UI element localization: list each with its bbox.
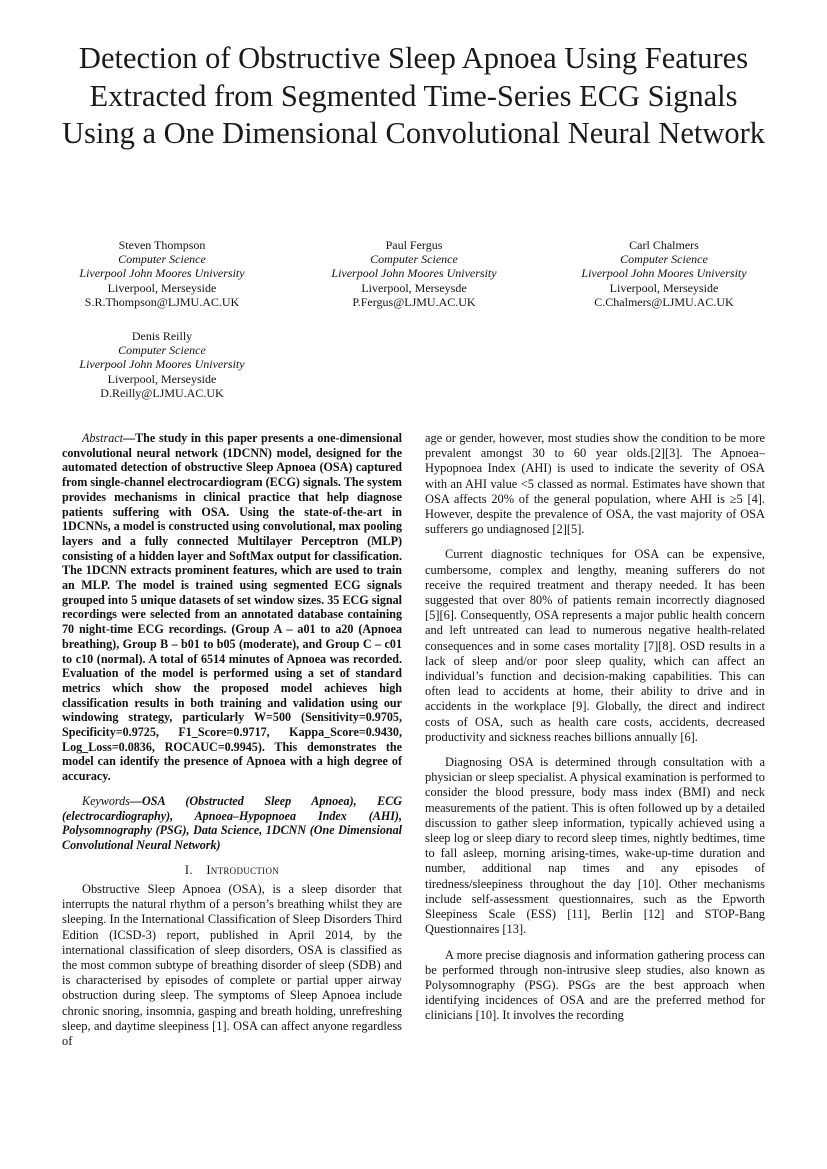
author-department: Computer Science xyxy=(620,252,708,267)
author-organization: Liverpool John Moores University xyxy=(79,266,245,281)
abstract-text: —The study in this paper presents a one-dimensional convolutional neural network (1DCNN) model, designed for the automated detection of obstructive Sleep Apnoea (OSA) captured from single-channel electrocardiogram (ECG) signals. The system provides mechanisms in clinical practice that help diagnose patients suffering with OSA. Using the state-of-the-art in 1DCNNs, a model is constructed using convolutional, max pooling layers and a fully connected Multilayer Perceptron (MLP) consisting of a hidden layer and SoftMax output for classification. The 1DCNN extracts prominent features, which are used to train an MLP. The model is trained using segmented ECG signals grouped into 5 unique datasets of set window sizes. 35 ECG signal recordings were selected from an annotated database containing 70 night-time ECG recordings. (Group A – a01 to a20 (Apnoea breathing), Group B – b01 to b05 (moderate), and Group C – c01 to c10 (normal). A total of 6514 minutes of Apnoea was recorded. Evaluation of the model is performed using a set of standard metrics which show the proposed model achieves high classification results in both training and validation using our windowing strategy, particularly W=500 (Sensitivity=0.9705, Specificity=0.9725, F1_Score=0.9717, Kappa_Score=0.9430, Log_Loss=0.0836, ROCAUC=0.9945). This demonstrates the model can identify the presence of Apnoea with a high degree of accuracy. xyxy=(62,431,403,784)
author-location: Liverpool, Merseyside xyxy=(609,280,719,295)
body-paragraph: Diagnosing OSA is determined through consultation with a physician or sleep specialist. A physical examination is performed to consider the blood pressure, body mass index (BMI) and neck measurements of the patient. This is often followed up by a detailed discussion to gather sleep information, typically achieved using a sleep log or sleep diary to record sleep times, nightly bedtimes, time to fall asleep, morning arising-times, wake-up-time duration and number, additional nap times and any episodes of tiredness/sleepiness throughout the day [10]. Other mechanisms include self-assessment questionnaires, such as the Epworth Sleepiness Scale (ESS) [11], Berlin [12] and STOP-Bang Questionnaires [13]. xyxy=(425,755,765,937)
abstract-label: Abstract xyxy=(82,431,123,445)
author-block-3 xyxy=(539,238,789,309)
section-heading xyxy=(62,863,402,878)
author-email: P.Fergus@LJMU.AC.UK xyxy=(352,294,476,309)
author-name: Denis Reilly xyxy=(131,329,193,343)
author-name: Carl Chalmers xyxy=(629,238,699,252)
keywords-label: Keywords xyxy=(82,793,130,808)
author-department: Computer Science xyxy=(370,252,458,267)
body-paragraph: Current diagnostic techniques for OSA can be expensive, cumbersome, complex and lengthy, meaning sufferers do not receive the required treatment and therapy needed. It has been suggested that over 80% of patients remain incorrectly diagnosed [5][6]. Consequently, OSA represents a major public health concern and left untreated can lead to numerous negative health-related consequences and in some cases mortality [7][8]. OSD results in a lack of sleep and/or poor sleep quality, which can affect an individual’s function and decision-making capabilities. This can often lead to accidents at home, their ability to drive and in accidents in the workplace [9]. Globally, the direct and indirect costs of OSA, such as health care costs, accidents, decreased productivity and sickness reaches billions annually [6]. xyxy=(425,547,765,744)
author-email: C.Chalmers@LJMU.AC.UK xyxy=(594,294,734,309)
author-location: Liverpool, Merseysde xyxy=(361,280,467,295)
paper-title: Detection of Obstructive Sleep Apnoea Using Features Extracted from Segmented Time-Series ECG Signals Using a One Dimensional Convolutional Neural Network xyxy=(61,41,766,150)
author-location: Liverpool, Merseyside xyxy=(107,371,217,386)
author-block-4 xyxy=(37,329,287,400)
body-paragraph: A more precise diagnosis and information gathering process can be performed through non-intrusive sleep studies, also known as Polysomnography (PSG). PSGs are the best approach when identifying incidences of OSA and are the preferred method for clinicians [10]. It involves the recording xyxy=(425,947,765,1023)
author-name: Paul Fergus xyxy=(385,238,443,252)
body-paragraph: Obstructive Sleep Apnoea (OSA), is a sleep disorder that interrupts the natural rhythm of a person’s breathing whilst they are sleeping. In the International Classification of Sleep Disorders Third Edition (ICSD-3) report, published in April 2014, by the international classification of sleep disorders, OSA is classified as the most common subtype of breathing disorder of sleep (SDB) and is characterised by episodes of complete or partial upper airway obstruction during sleep. The symptoms of Sleep Apnoea include chronic snoring, insomnia, gasping and breath holding, unrefreshing sleep, and daytime sleepiness [1]. OSA can affect anyone regardless of xyxy=(62,881,402,1048)
author-department: Computer Science xyxy=(118,252,206,267)
author-organization: Liverpool John Moores University xyxy=(581,266,747,281)
author-block-1 xyxy=(37,238,287,309)
author-organization: Liverpool John Moores University xyxy=(79,357,245,372)
author-organization: Liverpool John Moores University xyxy=(331,266,497,281)
body-paragraph-continued: age or gender, however, most studies show the condition to be more prevalent amongst 30 to 60 year olds.[2][3]. The Apnoea–Hypopnoea Index (AHI) is used to indicate the severity of OSA with an AHI value <5 classed as normal. Estimates have shown that OSA affects 20% of the general population, where AHI is ≥5 [4]. However, despite the prevalence of OSA, the vast majority of OSA sufferers go undiagnosed [2][5]. xyxy=(425,431,765,537)
author-location: Liverpool, Merseyside xyxy=(107,280,217,295)
right-column xyxy=(425,431,765,1034)
keywords-text: —OSA (Obstructed Sleep Apnoea), ECG (electrocardiography), Apnoea–Hypopnoea Index (AHI), Polysomnography (PSG), Data Science, 1DCNN (One Dimensional Convolutional Neural Network) xyxy=(62,793,402,852)
left-column xyxy=(62,431,402,1059)
section-number: I. xyxy=(184,862,193,877)
author-email: S.R.Thompson@LJMU.AC.UK xyxy=(84,294,240,309)
keywords xyxy=(62,794,402,853)
abstract xyxy=(62,431,402,784)
section-title: Introduction xyxy=(206,862,280,877)
author-block-2 xyxy=(289,238,539,309)
author-email: D.Reilly@LJMU.AC.UK xyxy=(100,385,224,400)
author-name: Steven Thompson xyxy=(118,238,206,252)
author-department: Computer Science xyxy=(118,343,206,358)
